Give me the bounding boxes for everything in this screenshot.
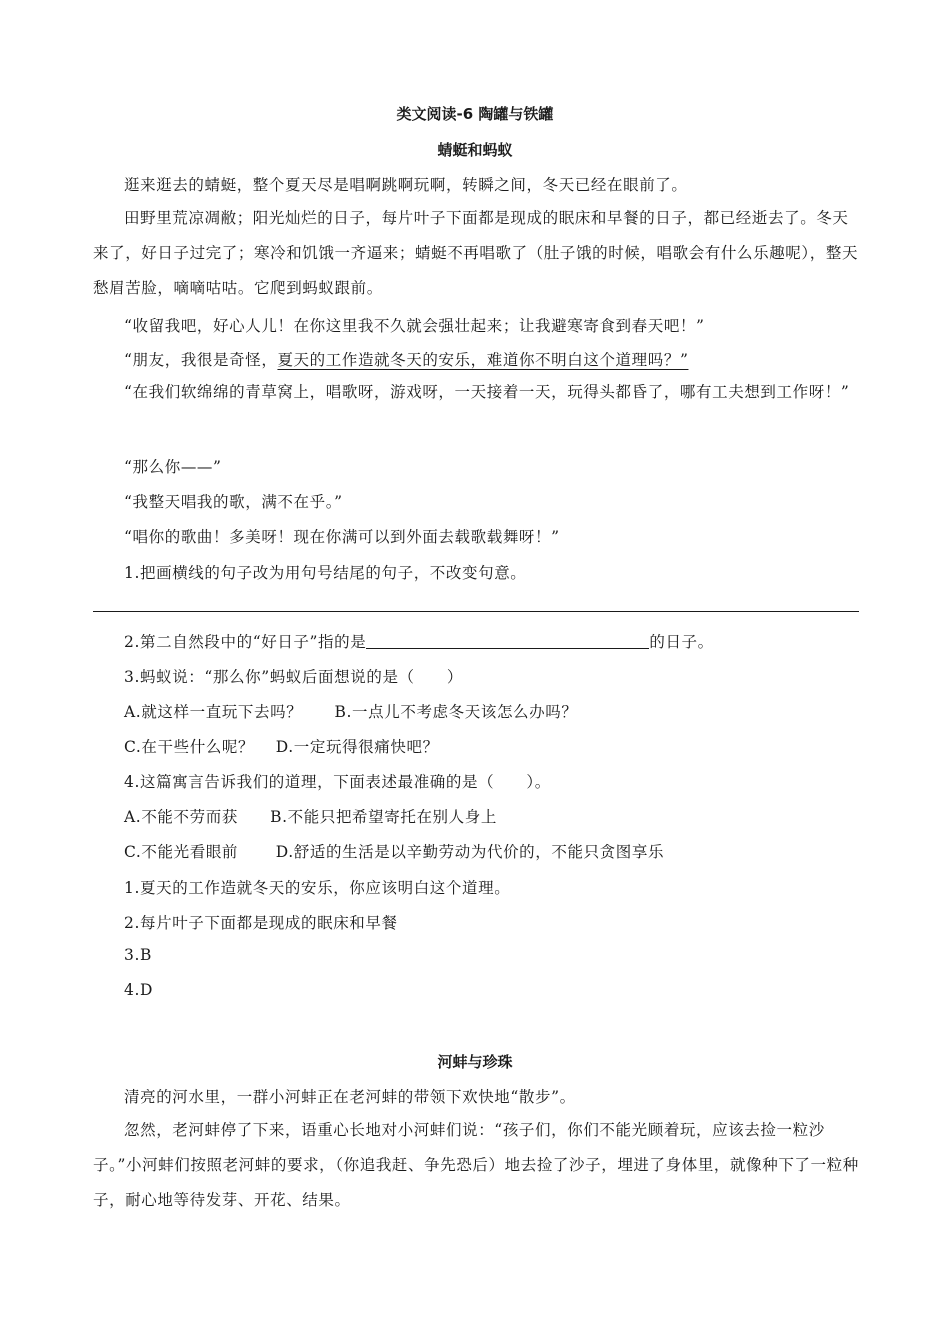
question-1: 1.把画横线的句子改为用句号结尾的句子，不改变句意。 (124, 564, 527, 582)
story1-paragraph-4 (93, 348, 863, 370)
question-3-options-cd: C.在干些什么呢？ D.一定玩得很痛快吧？ (124, 738, 439, 756)
question-4-options-ab: A.不能不劳而获 B.不能只把希望寄托在别人身上 (124, 808, 497, 826)
story1-paragraph-2: 田野里荒凉凋敝；阳光灿烂的日子，每片叶子下面都是现成的眠床和早餐的日子，都已经逝去了。冬天来了，好日子过完了；寒冷和饥饿一齐逼来；蜻蜓不再唱歌了（肚子饿的时候，唱歌会有什么乐趣呢），整天愁眉苦脸，嘀嘀咕咕。它爬到蚂蚁跟前。 (93, 209, 859, 297)
underlined-sentence: 夏天的工作造就冬天的安乐，难道你不明白这个道理吗？” (277, 351, 689, 369)
answer-4: 4.D (124, 981, 154, 999)
question-4-options-cd: C.不能光看眼前 D.舒适的生活是以辛勤劳动为代价的，不能只贪图享乐 (124, 843, 665, 861)
story1-paragraph-1: 逛来逛去的蜻蜓，整个夏天尽是唱啊跳啊玩啊，转瞬之间，冬天已经在眼前了。 (124, 176, 688, 194)
story2-paragraph-2: 忽然，老河蚌停了下来，语重心长地对小河蚌们说：“孩子们，你们不能光顾着玩，应该去捡一粒沙子。”小河蚌们按照老河蚌的要求，（你追我赶、争先恐后）地去捡了沙子，埋进了身体里，就像种下了一粒种子，耐心地等待发芽、开花、结果。 (93, 1121, 859, 1209)
answer-1: 1.夏天的工作造就冬天的安乐，你应该明白这个道理。 (124, 879, 511, 897)
story1-paragraph-7: “我整天唱我的歌，满不在乎。” (124, 493, 343, 511)
answer-3: 3.B (124, 946, 152, 964)
story2-title: 河蚌与珍珠 (437, 1053, 513, 1071)
story1-paragraph-3: “收留我吧，好心人儿！在你这里我不久就会强壮起来；让我避寒寄食到春天吧！” (124, 317, 705, 335)
question-2-tail: 的日子。 (649, 633, 714, 651)
question-3: 3.蚂蚁说：“那么你”蚂蚁后面想说的是（ ） (124, 668, 463, 686)
answer-blank-2 (366, 647, 649, 649)
story1-title: 蜻蜓和蚂蚁 (437, 141, 513, 159)
story1-paragraph-8: “唱你的歌曲！多美呀！现在你满可以到外面去载歌载舞呀！” (124, 528, 560, 546)
answer-2: 2.每片叶子下面都是现成的眠床和早餐 (124, 914, 398, 932)
question-2 (93, 630, 863, 652)
story1-paragraph-6: “那么你——” (124, 458, 222, 476)
answer-line-1 (93, 611, 859, 612)
question-4: 4.这篇寓言告诉我们的道理，下面表述最准确的是（ ）。 (124, 773, 551, 791)
question-2-lead: 2.第二自然段中的“好日子”指的是 (124, 633, 367, 651)
document-title: 类文阅读-6 陶罐与铁罐 (396, 105, 554, 123)
story2-paragraph-1: 清亮的河水里，一群小河蚌正在老河蚌的带领下欢快地“散步”。 (124, 1088, 576, 1106)
story1-paragraph-4-lead: “朋友，我很是奇怪， (124, 351, 278, 369)
story1-paragraph-5: “在我们软绵绵的青草窝上，唱歌呀，游戏呀，一天接着一天，玩得头都昏了，哪有工夫想到工作呀！” (124, 383, 850, 401)
question-3-options-ab: A.就这样一直玩下去吗？ B.一点儿不考虑冬天该怎么办吗？ (124, 703, 578, 721)
